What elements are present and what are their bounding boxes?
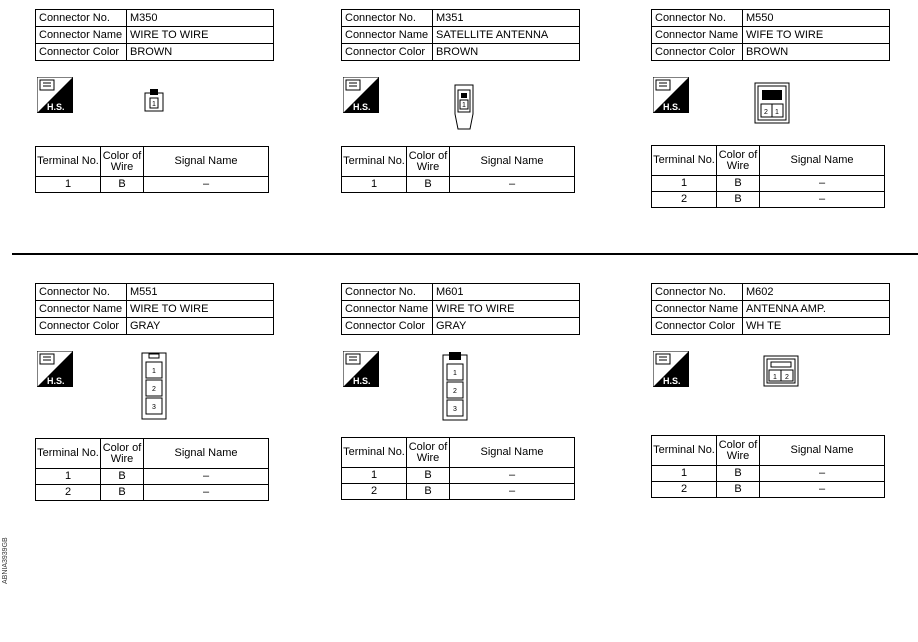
connector-no-value: M601 xyxy=(433,284,580,301)
connector-color-label: Connector Color xyxy=(36,44,127,61)
connector-info-table xyxy=(35,283,274,335)
pin-label: 3 xyxy=(453,406,457,413)
color-of-wire-header: Color of Wire xyxy=(717,436,760,466)
connector-name-value: WIRE TO WIRE xyxy=(127,27,274,44)
terminal-table xyxy=(35,438,269,501)
connector-color-label: Connector Color xyxy=(652,318,743,335)
connector-no-value: M351 xyxy=(433,10,580,27)
harness-side-icon xyxy=(653,77,689,113)
terminal-table xyxy=(651,435,885,498)
connector-no-label: Connector No. xyxy=(36,10,127,27)
connector-face-diagram xyxy=(451,84,477,130)
signal-name-header: Signal Name xyxy=(450,438,575,468)
svg-text:H.S.: H.S. xyxy=(353,376,371,386)
connector-no-label: Connector No. xyxy=(342,284,433,301)
table-row: 2 B – xyxy=(652,192,885,208)
table-row: 1 B – xyxy=(36,469,269,485)
terminal-table xyxy=(341,437,575,500)
pin-label: 2 xyxy=(152,386,156,393)
connector-name-value: WIFE TO WIRE xyxy=(743,27,890,44)
pin-label: 1 xyxy=(152,368,156,375)
signal-name-header: Signal Name xyxy=(760,146,885,176)
connector-no-value: M350 xyxy=(127,10,274,27)
connector-no-label: Connector No. xyxy=(36,284,127,301)
color-of-wire-header: Color of Wire xyxy=(101,439,144,469)
connector-name-label: Connector Name xyxy=(36,301,127,318)
color-of-wire-header: Color of Wire xyxy=(101,147,144,177)
connector-info-table xyxy=(651,283,890,335)
figure-code: ABNIA3939GB xyxy=(2,537,9,584)
pin-label: 1 xyxy=(462,102,466,109)
pin-label: 1 xyxy=(775,109,779,116)
connector-color-label: Connector Color xyxy=(652,44,743,61)
terminal-no-header: Terminal No. xyxy=(36,147,101,177)
harness-side-icon xyxy=(343,77,379,113)
signal-name-header: Signal Name xyxy=(760,436,885,466)
harness-side-icon xyxy=(37,77,73,113)
connector-info-table xyxy=(35,9,274,61)
connector-name-label: Connector Name xyxy=(342,27,433,44)
connector-name-value: SATELLITE ANTENNA xyxy=(433,27,580,44)
pin-label: 1 xyxy=(453,370,457,377)
svg-text:H.S.: H.S. xyxy=(353,102,371,112)
connector-no-label: Connector No. xyxy=(652,284,743,301)
pin-label: 1 xyxy=(773,374,777,381)
terminal-no-header: Terminal No. xyxy=(36,439,101,469)
harness-side-icon xyxy=(653,351,689,387)
connector-face-diagram xyxy=(763,355,799,387)
terminal-no-header: Terminal No. xyxy=(652,436,717,466)
connector-name-value: WIRE TO WIRE xyxy=(127,301,274,318)
connector-info-table xyxy=(341,9,580,61)
pin-label: 2 xyxy=(764,109,768,116)
harness-side-icon xyxy=(37,351,73,387)
table-row: 1 B – xyxy=(342,468,575,484)
connector-name-value: ANTENNA AMP. xyxy=(743,301,890,318)
signal-name-header: Signal Name xyxy=(450,147,575,177)
connector-no-label: Connector No. xyxy=(652,10,743,27)
connector-color-label: Connector Color xyxy=(36,318,127,335)
connector-color-value: WH TE xyxy=(743,318,890,335)
connector-face-diagram xyxy=(141,352,167,420)
connector-no-value: M551 xyxy=(127,284,274,301)
connector-color-label: Connector Color xyxy=(342,318,433,335)
terminal-no-header: Terminal No. xyxy=(342,438,407,468)
connector-name-value: WIRE TO WIRE xyxy=(433,301,580,318)
svg-text:H.S.: H.S. xyxy=(47,102,65,112)
connector-color-value: BROWN xyxy=(127,44,274,61)
table-row: 1 B – xyxy=(342,177,575,193)
color-of-wire-header: Color of Wire xyxy=(717,146,760,176)
svg-text:H.S.: H.S. xyxy=(663,376,681,386)
signal-name-header: Signal Name xyxy=(144,147,269,177)
terminal-table xyxy=(341,146,575,193)
section-divider xyxy=(12,253,918,255)
connector-block-m350 xyxy=(35,9,275,190)
terminal-table xyxy=(35,146,269,193)
svg-text:H.S.: H.S. xyxy=(663,102,681,112)
connector-block-m351 xyxy=(341,9,581,190)
connector-name-label: Connector Name xyxy=(652,27,743,44)
connector-block-m602 xyxy=(651,283,891,495)
connector-face-diagram xyxy=(442,351,468,421)
connector-block-m550 xyxy=(651,9,891,205)
table-row: 1 B – xyxy=(36,177,269,193)
pin-label: 2 xyxy=(785,374,789,381)
table-row: 1 B – xyxy=(652,176,885,192)
pin-label: 1 xyxy=(152,101,156,108)
table-row: 1 B – xyxy=(652,466,885,482)
connector-block-m601 xyxy=(341,283,581,497)
connector-no-value: M602 xyxy=(743,284,890,301)
connector-color-value: GRAY xyxy=(433,318,580,335)
pin-label: 2 xyxy=(453,388,457,395)
connector-name-label: Connector Name xyxy=(652,301,743,318)
color-of-wire-header: Color of Wire xyxy=(407,438,450,468)
connector-color-label: Connector Color xyxy=(342,44,433,61)
connector-color-value: BROWN xyxy=(433,44,580,61)
connector-name-label: Connector Name xyxy=(342,301,433,318)
signal-name-header: Signal Name xyxy=(144,439,269,469)
terminal-no-header: Terminal No. xyxy=(652,146,717,176)
connector-name-label: Connector Name xyxy=(36,27,127,44)
terminal-table xyxy=(651,145,885,208)
harness-side-icon xyxy=(343,351,379,387)
color-of-wire-header: Color of Wire xyxy=(407,147,450,177)
connector-color-value: GRAY xyxy=(127,318,274,335)
connector-no-value: M550 xyxy=(743,10,890,27)
svg-text:H.S.: H.S. xyxy=(47,376,65,386)
connector-color-value: BROWN xyxy=(743,44,890,61)
connector-info-table xyxy=(341,283,580,335)
connector-info-table xyxy=(651,9,890,61)
connector-block-m551 xyxy=(35,283,275,498)
connector-face-diagram xyxy=(754,82,790,124)
table-row: 2 B – xyxy=(36,485,269,501)
connector-face-diagram xyxy=(144,88,164,112)
terminal-no-header: Terminal No. xyxy=(342,147,407,177)
table-row: 2 B – xyxy=(342,484,575,500)
table-row: 2 B – xyxy=(652,482,885,498)
connector-no-label: Connector No. xyxy=(342,10,433,27)
pin-label: 3 xyxy=(152,404,156,411)
